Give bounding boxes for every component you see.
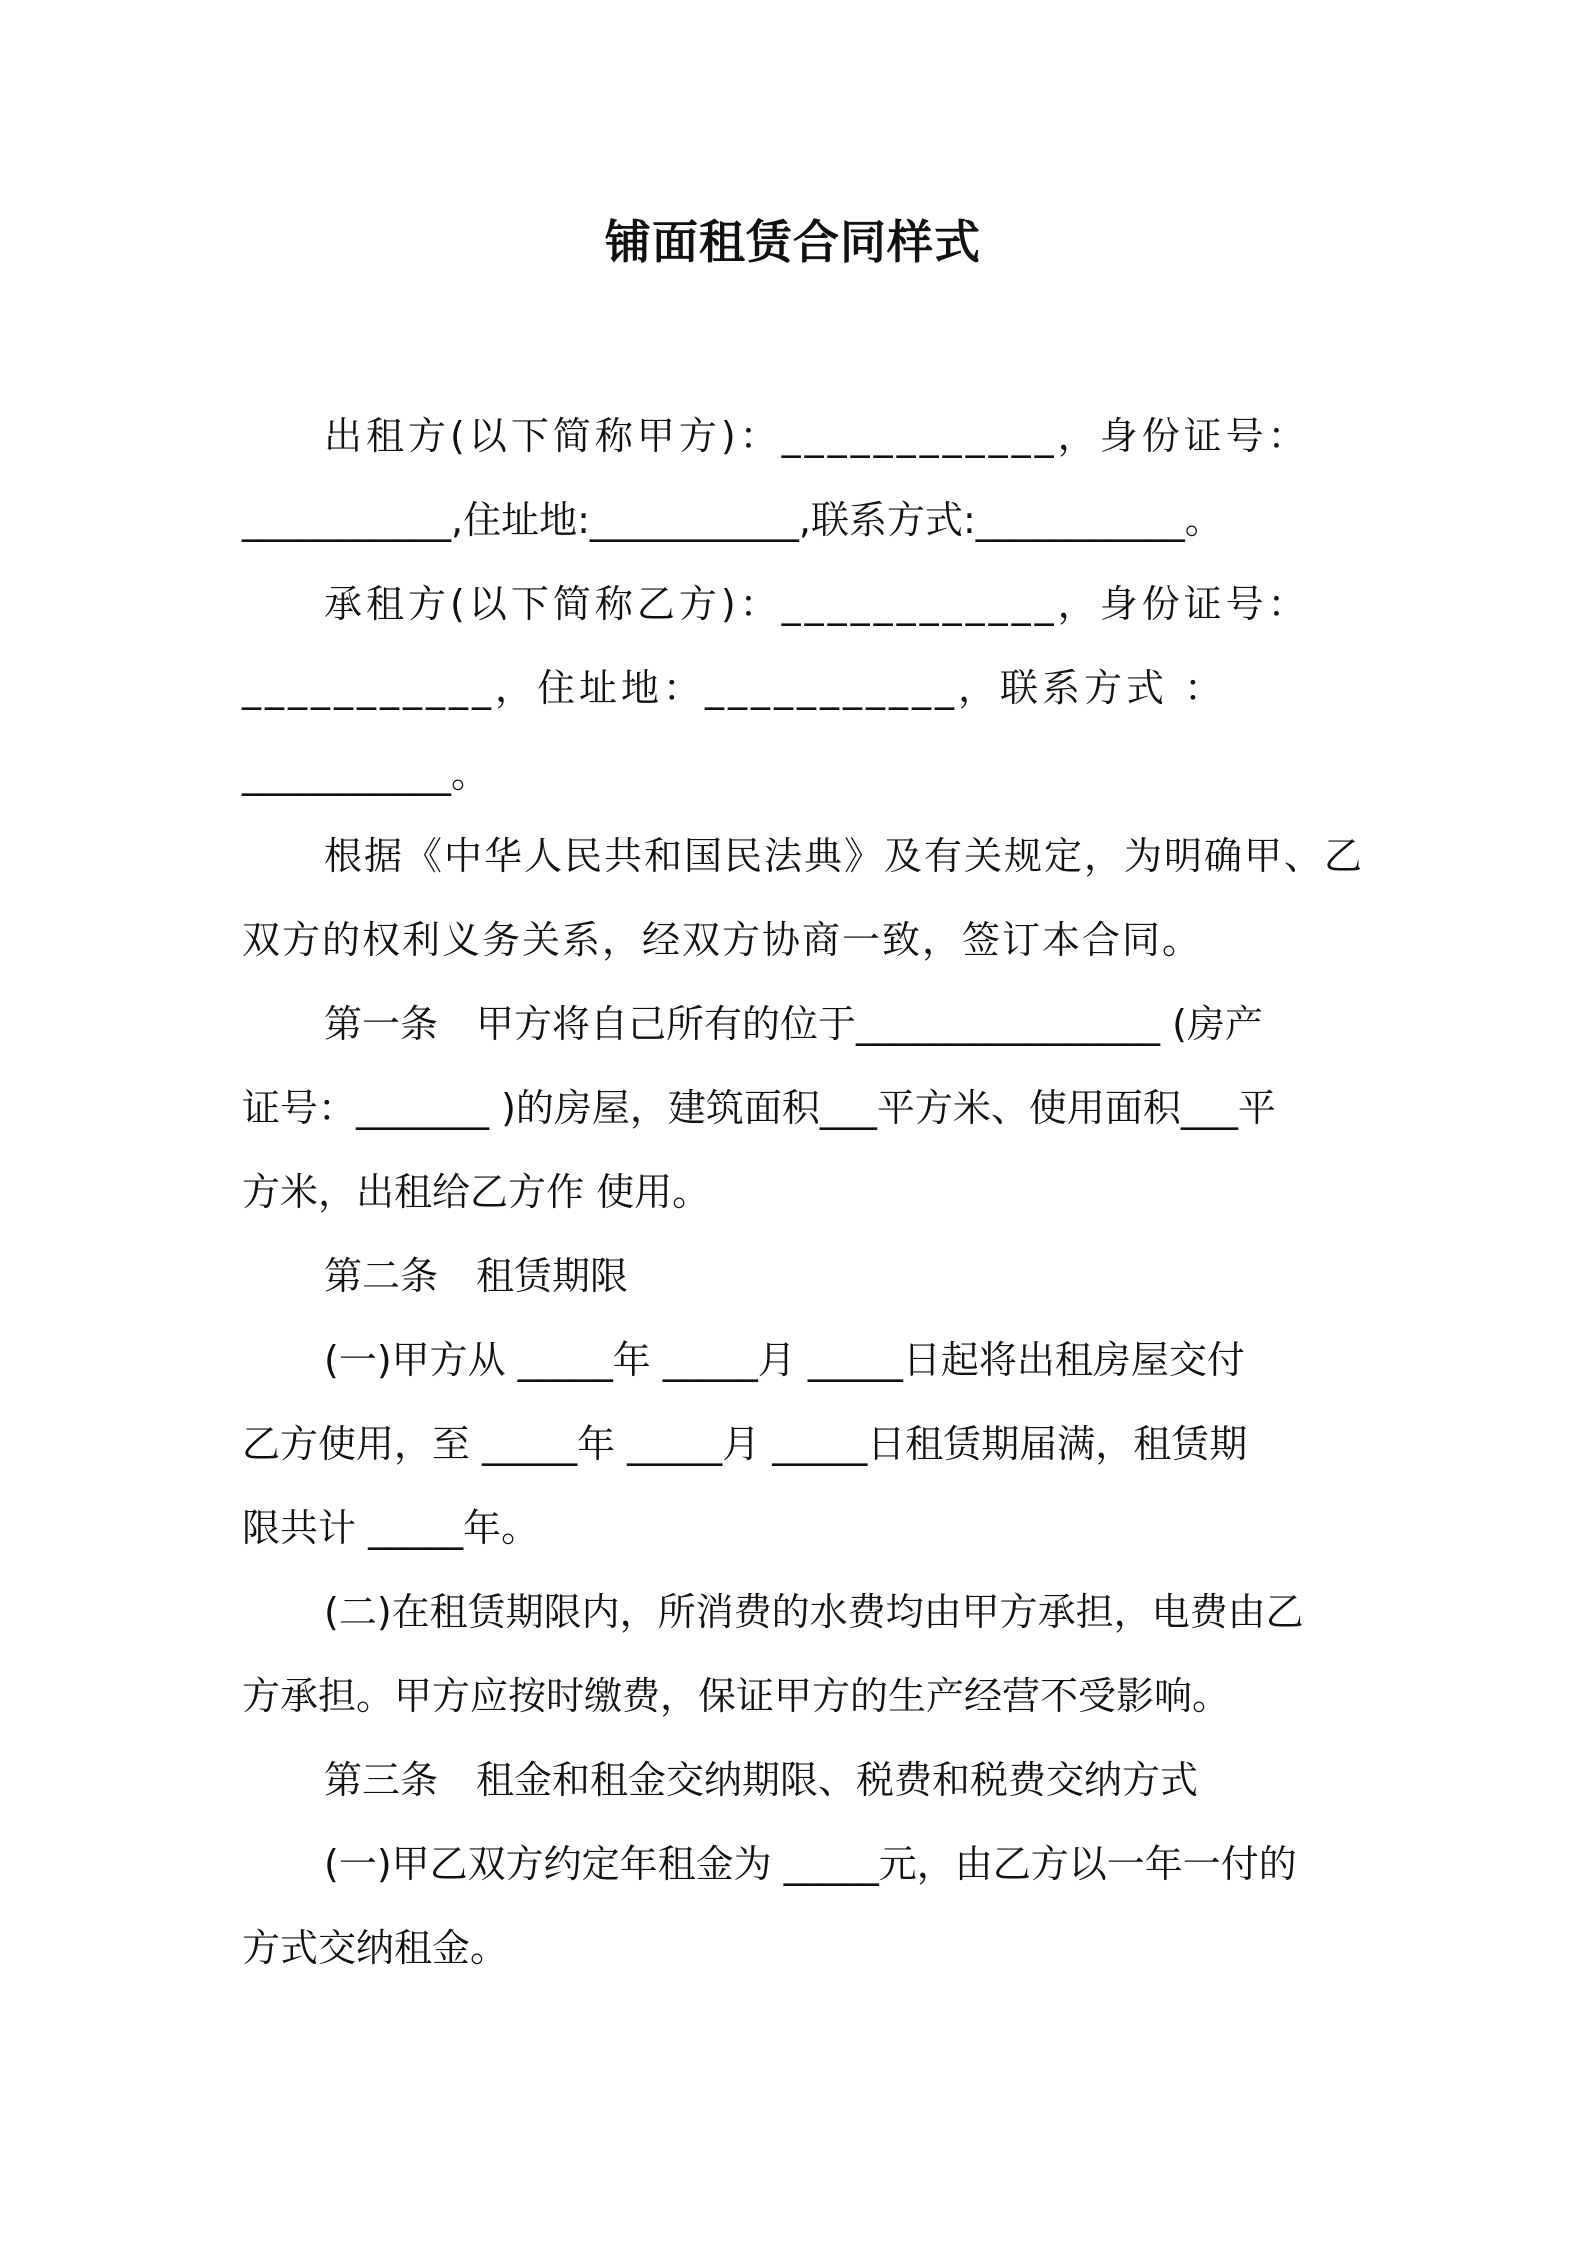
article-2-item-2-line-2: 方承担。甲方应按时缴费，保证甲方的生产经营不受影响。 — [242, 1674, 1231, 1718]
article-1-line-3: 方米，出租给乙方作 使用。 — [242, 1170, 711, 1214]
lessor-details-line: ___________,住址地:___________,联系方式:___________。 — [242, 498, 1223, 542]
lessee-contact-line: ___________。 — [242, 752, 490, 796]
document-title: 铺面租赁合同样式 — [605, 215, 981, 269]
article-2-item-1-line-3: 限共计 _____年。 — [242, 1506, 540, 1550]
lessee-line: 承租方(以下简称乙方)：____________，身份证号： — [324, 582, 1310, 626]
preamble-line-1: 根据《中华人民共和国民法典》及有关规定，为明确甲、乙 — [324, 834, 1365, 878]
preamble-line-2: 双方的权利义务关系，经双方协商一致，签订本合同。 — [242, 918, 1203, 962]
article-2-item-1-line-2: 乙方使用，至 _____年 _____月 _____日租赁期届满，租赁期 — [242, 1422, 1248, 1466]
article-3-item-1-line-1: (一)甲乙双方约定年租金为 _____元，由乙方以一年一付的 — [324, 1842, 1297, 1886]
article-3-heading: 第三条 租金和租金交纳期限、税费和税费交纳方式 — [324, 1758, 1199, 1802]
lessee-details-line: ___________，住址地：___________，联系方式 ： — [242, 666, 1227, 710]
article-2-item-1-line-1: (一)甲方从 _____年 _____月 _____日起将出租房屋交付 — [324, 1338, 1245, 1382]
article-2-item-2-line-1: (二)在租赁期限内，所消费的水费均由甲方承担，电费由乙 — [324, 1590, 1304, 1634]
lessor-line: 出租方(以下简称甲方)：____________，身份证号： — [324, 414, 1310, 458]
article-1-line-2: 证号：_______ )的房屋，建筑面积___平方米、使用面积___平 — [242, 1086, 1276, 1130]
article-1-line-1: 第一条 甲方将自己所有的位于________________ (房产 — [324, 1002, 1263, 1046]
article-2-heading: 第二条 租赁期限 — [324, 1254, 629, 1298]
article-3-item-1-line-2: 方式交纳租金。 — [242, 1926, 509, 1970]
